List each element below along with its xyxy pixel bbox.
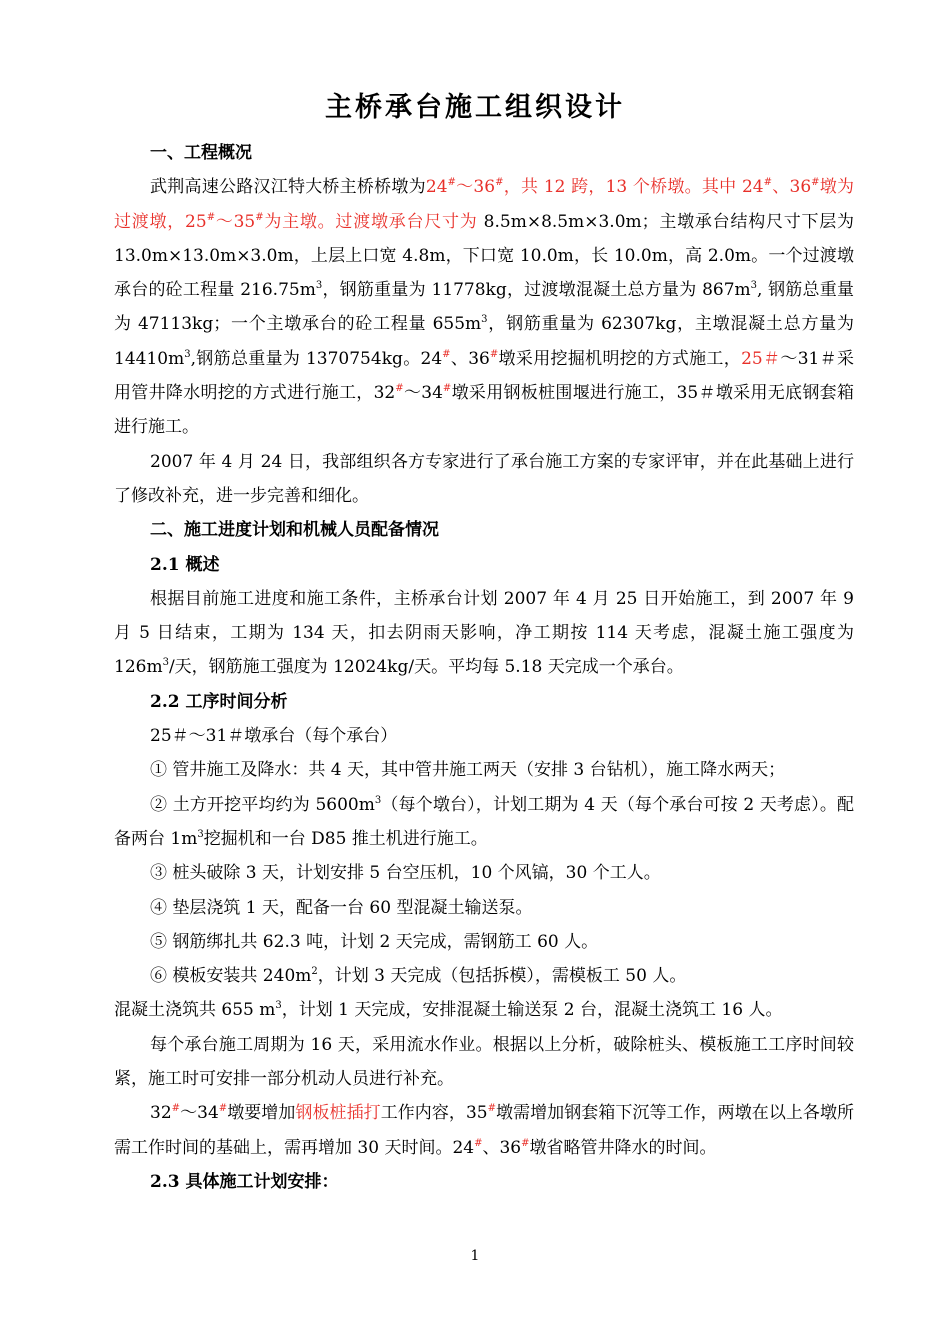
list-item-2: ② 土方开挖平均约为 $5600m^3$（每个墩台），计划工期为 4 天（每个承台可按 2 天考虑）。配备两台 $1m^3$挖掘机和一台 D85 推土机进行施工。 <box>114 794 854 849</box>
highlight-text: 钢板桩插打 <box>295 1103 381 1124</box>
page-number: 1 <box>470 1248 480 1264</box>
list-item-concrete: 混凝土浇筑共 655 $m^3$，计划 1 天完成，安排混凝土输送泵 2 台，混凝土浇筑工 16 人。 <box>114 1000 783 1021</box>
highlight-text: 24#～36#，共 12 跨，13 个桥墩。其中 24#、36#墩为过渡墩，25#～35#为主墩。过渡墩承台尺寸为 <box>114 177 855 232</box>
paragraph-cycle: 每个承台施工周期为 16 天，采用流水作业。根据以上分析，破除桩头、模板施工工序时间较紧，施工时可安排一部分机动人员进行补充。 <box>114 1034 854 1090</box>
highlight-text: 25＃ <box>741 348 781 369</box>
subsection-heading-2-3: 2.3 具体施工计划安排： <box>150 1171 339 1192</box>
list-item-6: ⑥ 模板安装共 $240m^2$，计划 3 天完成（包括拆模），需模板工 50 人。 <box>150 966 687 987</box>
list-item-1: ① 管井施工及降水：共 4 天，其中管井施工两天（安排 3 台钻机），施工降水两天； <box>150 760 786 781</box>
paragraph-summary: 根据目前施工进度和施工条件，主桥承台计划 2007 年 4 月 25 日开始施工，到 2007 年 9 月 5 日结束，工期为 134 天，扣去阴雨天影响，净工期按 114 天考虑，混凝土施工强度为 $126m^3/$天，钢筋施工强度为 12024kg/天。平均每 5.18 天完成一个承台。 <box>114 588 854 678</box>
subsection-heading-2-1: 2.1 概述 <box>150 554 220 575</box>
paragraph-overview: 武荆高速公路汉江特大桥主桥桥墩为24#～36#，共 12 跨，13 个桥墩。其中 24#、36#墩为过渡墩，25#～35#为主墩。过渡墩承台尺寸为 8.5m×8.5m×3.0m；主墩承台结构尺寸下层为 13.0m×13.0m×3.0m，上层上口宽 4.8m，下口宽 10.0m，长 10.0m，高 2.0m。一个过渡墩承台的砼工程量 $216.75m^3$，钢筋重量为 11778kg，过渡墩混凝土总方量为 $867m^3$, 钢筋总重量为 47113kg；一个主墩承台的砼工程量 $655m^3$，钢筋重量为 62307kg，主墩混凝土总方量为 $14410m^3$,钢筋总重量为 1370754kg。24#、36#墩采用挖掘机明挖的方式施工，25＃～31＃采用管井降水明挖的方式进行施工，32#～34#墩采用钢板桩围堰进行施工，35＃墩采用无底钢套箱进行施工。 <box>114 177 855 438</box>
list-item-5: ⑤ 钢筋绑扎共 62.3 吨，计划 2 天完成，需钢筋工 60 人。 <box>150 931 599 952</box>
paragraph-special-piers: 32#～34#墩要增加钢板桩插打工作内容，35#墩需增加钢套箱下沉等工作，两墩在以上各墩所需工作时间的基础上，需再增加 30 天时间。24#、36#墩省略管井降水的时间。 <box>114 1103 855 1158</box>
document-title: 主桥承台施工组织设计 <box>325 92 625 123</box>
list-item-3: ③ 桩头破除 3 天，计划安排 5 台空压机，10 个风镐，30 个工人。 <box>150 863 661 884</box>
section-heading-overview: 一、工程概况 <box>150 143 252 163</box>
list-intro: 25＃～31＃墩承台（每个承台） <box>150 726 398 747</box>
list-item-4: ④ 垫层浇筑 1 天，配备一台 60 型混凝土输送泵。 <box>150 897 533 918</box>
paragraph-review: 2007 年 4 月 24 日，我部组织各方专家进行了承台施工方案的专家评审，并在此基础上进行了修改补充，进一步完善和细化。 <box>114 451 854 506</box>
section-heading-schedule: 二、施工进度计划和机械人员配备情况 <box>150 520 439 541</box>
text-run: 武荆高速公路汉江特大桥主桥桥墩为 <box>150 177 426 198</box>
subsection-heading-2-2: 2.2 工序时间分析 <box>150 691 288 712</box>
document-body <box>114 136 854 1199</box>
